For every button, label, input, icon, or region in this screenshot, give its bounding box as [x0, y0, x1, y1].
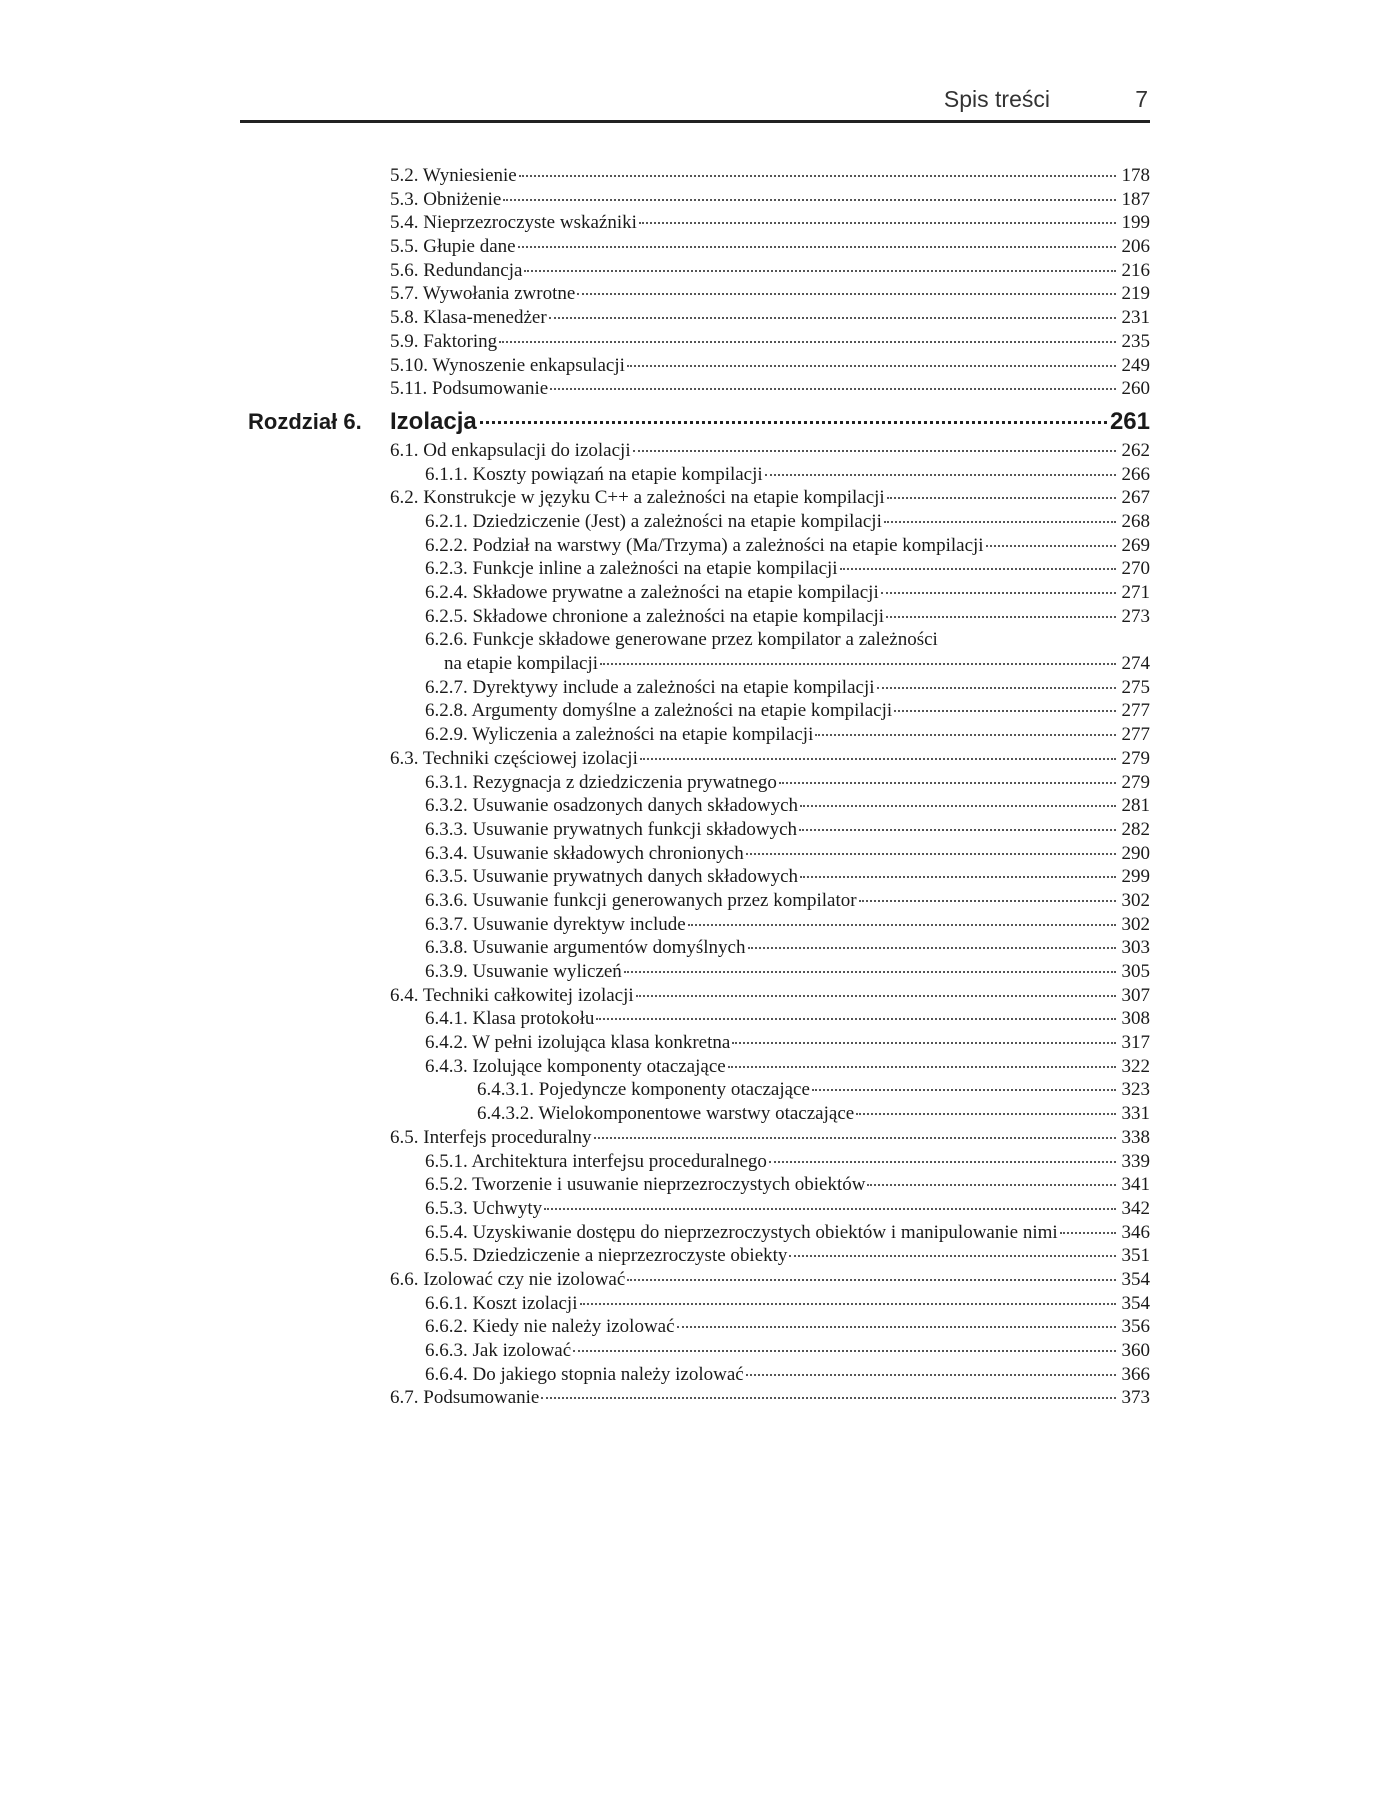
toc-entry-page: 249 [1121, 354, 1150, 376]
toc-entry-label: 6.2.6. Funkcje składowe generowane przez kompilator a zależności [425, 629, 938, 651]
dot-leader [769, 1147, 1116, 1163]
toc-entry-page: 270 [1121, 558, 1150, 580]
toc-entry-label: 6.2.8. Argumenty domyślne a zależności na etapie kompilacji [425, 700, 893, 722]
toc-entry-page: 307 [1121, 984, 1150, 1006]
toc-entry-label: 6.2. Konstrukcje w języku C++ a zależności na etapie kompilacji [390, 487, 885, 509]
toc-entry-page: 354 [1121, 1292, 1150, 1314]
toc-entry-page: 235 [1121, 330, 1150, 352]
toc-entry-page: 206 [1121, 236, 1150, 258]
toc-entry-label: 5.5. Głupie dane [390, 236, 516, 258]
toc-entry-label: 6.3.3. Usuwanie prywatnych funkcji składowych [425, 818, 798, 840]
dot-leader [877, 673, 1116, 689]
dot-leader [677, 1312, 1116, 1328]
toc-entry-label: 6.4.3.2. Wielokomponentowe warstwy otaczające [477, 1103, 855, 1125]
toc-entry-page: 338 [1121, 1126, 1150, 1148]
toc-entry-label: 5.10. Wynoszenie enkapsulacji [390, 354, 625, 376]
dot-leader [524, 256, 1116, 272]
toc-entry-label: 6.3.4. Usuwanie składowych chronionych [425, 842, 744, 864]
dot-leader [499, 327, 1116, 343]
dot-leader [887, 483, 1116, 499]
running-header [240, 80, 1150, 123]
toc-entry-label: 6.2.5. Składowe chronione a zależności na etapie kompilacji [425, 605, 885, 627]
toc-entry-page: 351 [1121, 1245, 1150, 1267]
toc-entry-page: 271 [1121, 582, 1150, 603]
dot-leader [573, 1336, 1116, 1352]
dot-leader [815, 720, 1116, 736]
toc-entry-label: 6.2.1. Dziedziczenie (Jest) a zależności na etapie kompilacji [425, 510, 882, 532]
toc-entry[interactable] [390, 1197, 1150, 1221]
toc-entry-page: 356 [1121, 1316, 1150, 1338]
toc-entry-label: 6.1.1. Koszty powiązań na etapie kompilacji [425, 463, 763, 485]
toc-entry-page: 216 [1121, 259, 1150, 281]
dot-leader [867, 1170, 1116, 1186]
dot-leader [594, 1123, 1116, 1139]
toc-entry-label: 6.2.4. Składowe prywatne a zależności na etapie kompilacji [425, 582, 879, 603]
chapter-heading[interactable] [390, 405, 1150, 439]
toc-entries-chapter-6 [390, 439, 1150, 1410]
toc-entry[interactable] [390, 1386, 1150, 1410]
dot-leader [894, 696, 1116, 712]
dot-leader [799, 815, 1116, 831]
toc-entry-page: 279 [1121, 747, 1150, 769]
toc-entry-page: 317 [1121, 1032, 1150, 1054]
dot-leader [639, 208, 1116, 224]
toc-entry-label: 6.5.4. Uzyskiwanie dostępu do nieprzezroczystych obiektów i manipulowanie nimi [425, 1221, 1058, 1243]
dot-leader [779, 768, 1116, 784]
toc-entry-label: 5.6. Redundancja [390, 259, 523, 281]
dot-leader [580, 1289, 1117, 1305]
toc-entry-label: 6.2.9. Wyliczenia a zależności na etapie kompilacji [425, 724, 814, 746]
dot-leader [640, 744, 1116, 760]
toc-entry[interactable] [390, 605, 1150, 629]
toc-entry-label: 6.3.8. Usuwanie argumentów domyślnych [425, 937, 746, 959]
toc-entry-label: 6.5.1. Architektura interfejsu proceduralnego [425, 1150, 767, 1172]
dot-leader [1060, 1218, 1116, 1234]
dot-leader [633, 436, 1116, 452]
chapter-page: 261 [1109, 407, 1150, 435]
toc-entry-label: 6.3.5. Usuwanie prywatnych danych składowych [425, 866, 799, 888]
toc-entry-label: 6.6. Izolować czy nie izolować [390, 1268, 626, 1290]
toc-entry-page: 273 [1121, 605, 1150, 627]
toc-entry-label: 6.4. Techniki całkowitej izolacji [390, 984, 634, 1006]
toc-entry[interactable] [390, 377, 1150, 401]
toc-entry-page: 275 [1121, 676, 1150, 698]
toc-entry-label: 6.3.9. Usuwanie wyliczeń [425, 961, 622, 982]
toc-entry-page: 274 [1121, 653, 1150, 675]
toc-entry-page: 341 [1121, 1174, 1150, 1196]
dot-leader [480, 405, 1107, 424]
dot-leader [600, 649, 1116, 665]
dot-leader [732, 1028, 1116, 1044]
toc-entry-label: 6.3. Techniki częściowej izolacji [390, 747, 638, 769]
dot-leader [544, 1194, 1116, 1210]
toc-entry-label: 5.7. Wywołania zwrotne [390, 283, 576, 305]
toc-entry-page: 268 [1121, 510, 1150, 532]
toc-entry-label: 6.3.6. Usuwanie funkcji generowanych przez kompilator [425, 889, 857, 911]
dot-leader [627, 1265, 1116, 1281]
dot-leader [800, 791, 1116, 807]
dot-leader [812, 1075, 1116, 1091]
dot-leader [800, 862, 1116, 878]
dot-leader [840, 554, 1116, 570]
toc-entry-page: 331 [1121, 1103, 1150, 1125]
chapter-label: Rozdział 6. [248, 408, 362, 434]
toc-entry-label: 6.1. Od enkapsulacji do izolacji [390, 439, 631, 461]
toc-entry-page: 281 [1121, 795, 1150, 817]
dot-leader [624, 957, 1116, 973]
toc-entry-label: 6.4.1. Klasa protokołu [425, 1008, 595, 1030]
toc-entry-page: 303 [1121, 937, 1150, 959]
toc-entry-page: 266 [1121, 463, 1150, 485]
dot-leader [886, 602, 1116, 618]
toc-entry-label: 6.3.1. Rezygnacja z dziedziczenia prywatnego [425, 771, 777, 793]
toc-entry-page: 282 [1121, 818, 1150, 840]
toc-entry-page: 366 [1121, 1363, 1150, 1385]
toc-entry-page: 178 [1121, 165, 1150, 186]
toc-entry-page: 339 [1121, 1150, 1150, 1172]
dot-leader [636, 981, 1116, 997]
toc-entry-label: 6.5.3. Uchwyty [425, 1197, 543, 1219]
toc-entry-page: 267 [1121, 487, 1150, 509]
dot-leader [541, 1383, 1116, 1399]
dot-leader [859, 886, 1116, 902]
dot-leader [884, 507, 1116, 523]
running-header-title: Spis treści [943, 86, 1050, 112]
toc-entry-page: 305 [1121, 961, 1150, 982]
toc-entry-page: 302 [1121, 889, 1150, 911]
toc-entry-page: 346 [1121, 1221, 1150, 1243]
toc-entry-label: 6.2.3. Funkcje inline a zależności na etapie kompilacji [425, 558, 838, 580]
toc-entry-page: 290 [1121, 842, 1150, 864]
toc-entry-page: 277 [1121, 700, 1150, 722]
toc-entry-page: 342 [1121, 1197, 1150, 1219]
toc-entry-page: 354 [1121, 1268, 1150, 1290]
toc-entry-label: 6.6.1. Koszt izolacji [425, 1292, 578, 1314]
dot-leader [518, 232, 1116, 248]
toc-entry-label: 5.11. Podsumowanie [390, 378, 549, 400]
dot-leader [688, 910, 1116, 926]
toc-entry-label: 6.2.2. Podział na warstwy (Ma/Trzyma) a zależności na etapie kompilacji [425, 534, 984, 556]
toc-entry-label: 6.6.3. Jak izolować [425, 1340, 572, 1361]
toc-entry-label: 5.2. Wyniesienie [390, 165, 517, 186]
toc-entry-label: na etapie kompilacji [444, 653, 599, 675]
toc-entries-chapter-5 [390, 164, 1150, 401]
toc-entry-page: 299 [1121, 866, 1150, 888]
toc-entry-page: 187 [1121, 188, 1150, 210]
toc-entry-label: 6.6.2. Kiedy nie należy izolować [425, 1316, 675, 1338]
dot-leader [519, 161, 1116, 177]
toc-entry-page: 260 [1121, 378, 1150, 400]
dot-leader [596, 1004, 1116, 1020]
toc-entry-page: 199 [1121, 212, 1150, 234]
toc-entry-label: 6.5.5. Dziedziczenie a nieprzezroczyste obiekty [425, 1245, 788, 1267]
toc-entry-page: 302 [1121, 913, 1150, 935]
toc-entry-label: 6.2.7. Dyrektywy include a zależności na etapie kompilacji [425, 676, 875, 698]
toc-entry-page: 269 [1121, 534, 1150, 556]
toc-entry-label: 6.5. Interfejs proceduralny [390, 1126, 592, 1148]
toc-entry-label: 6.3.2. Usuwanie osadzonych danych składowych [425, 795, 799, 817]
toc-entry-page: 373 [1121, 1387, 1150, 1409]
table-of-contents [390, 164, 1150, 1410]
toc-entry-label: 5.3. Obniżenie [390, 188, 502, 210]
toc-entry-label: 6.4.2. W pełni izolująca klasa konkretna [425, 1032, 731, 1054]
toc-entry-label: 5.8. Klasa-menedżer [390, 307, 547, 329]
dot-leader [550, 374, 1116, 390]
toc-entry-page: 322 [1121, 1055, 1150, 1077]
dot-leader [728, 1052, 1116, 1068]
dot-leader [986, 531, 1116, 547]
dot-leader [577, 279, 1116, 295]
toc-entry-label: 6.3.7. Usuwanie dyrektyw include [425, 913, 686, 935]
toc-entry-page: 323 [1121, 1079, 1150, 1101]
toc-entry-page: 308 [1121, 1008, 1150, 1030]
toc-entry-page: 231 [1121, 307, 1150, 329]
toc-entry-page: 219 [1121, 283, 1150, 305]
dot-leader [627, 351, 1116, 367]
dot-leader [881, 578, 1116, 594]
dot-leader [503, 185, 1116, 201]
dot-leader [789, 1241, 1116, 1257]
dot-leader [765, 460, 1116, 476]
chapter-title: Izolacja [390, 407, 477, 435]
dot-leader [856, 1099, 1116, 1115]
toc-entry-page: 262 [1121, 439, 1150, 461]
toc-entry-label: 6.4.3. Izolujące komponenty otaczające [425, 1055, 726, 1077]
toc-entry-page: 279 [1121, 771, 1150, 793]
dot-leader [748, 933, 1117, 949]
toc-entry-label: 6.5.2. Tworzenie i usuwanie nieprzezroczystych obiektów [425, 1174, 866, 1196]
toc-entry-label: 5.9. Faktoring [390, 330, 498, 352]
toc-entry-label: 5.4. Nieprzezroczyste wskaźniki [390, 212, 637, 234]
page-number: 7 [1135, 86, 1148, 112]
toc-entry-label: 6.6.4. Do jakiego stopnia należy izolować [425, 1363, 744, 1385]
toc-entry-label: 6.7. Podsumowanie [390, 1387, 540, 1409]
dot-leader [746, 839, 1116, 855]
toc-entry-page: 277 [1121, 724, 1150, 746]
dot-leader [549, 303, 1116, 319]
toc-entry-page: 360 [1121, 1340, 1150, 1361]
dot-leader [746, 1360, 1116, 1376]
toc-entry-label: 6.4.3.1. Pojedyncze komponenty otaczające [477, 1079, 810, 1101]
